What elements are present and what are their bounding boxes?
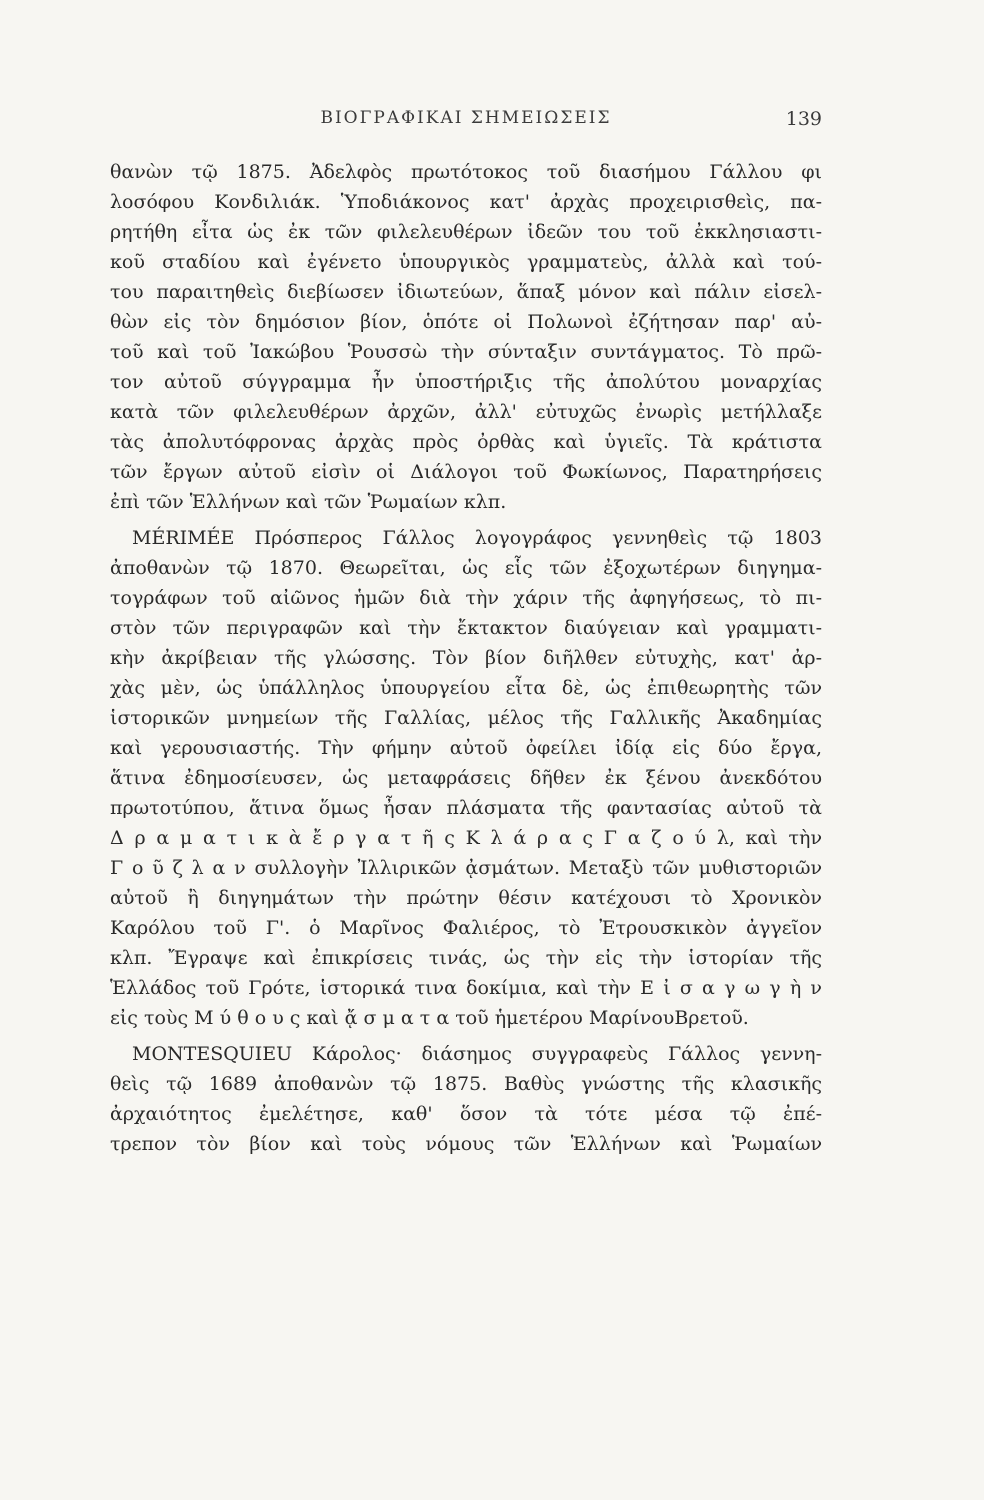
text-line: κοῦ σταδίου καὶ ἐγένετο ὑπουργικὸς γραμματεὺς, ἀλλὰ καὶ τού- (110, 251, 822, 273)
text-line: χὰς μὲν, ὡς ὑπάλληλος ὑπουργείου εἶτα δὲ, ὡς ἐπιθεωρητὴς τῶν (110, 677, 822, 699)
text-line: τοῦ καὶ τοῦ Ἰακώβου Ῥουσσὼ τὴν σύνταξιν συντάγματος. Τὸ πρῶ- (110, 341, 822, 363)
text-line: Ἑλλάδος τοῦ Γρότε, ἱστορικά τινα δοκίμια, καὶ τὴν Ε ἰ σ α γ ω γ ὴ ν (110, 977, 822, 999)
text-line: κατὰ τῶν φιλελευθέρων ἀρχῶν, ἀλλ' εὐτυχῶς ἐνωρὶς μετήλλαξε (110, 401, 822, 423)
text-line: ἱστορικῶν μνημείων τῆς Γαλλίας, μέλος τῆς Γαλλικῆς Ἀκαδημίας (110, 707, 822, 729)
entry-first-line: MONTESQUIEU Κάρολος· διάσημος συγγραφεὺς Γάλλος γεννη- (132, 1043, 822, 1065)
text-line: ἐπὶ τῶν Ἑλλήνων καὶ τῶν Ῥωμαίων κλπ. (110, 491, 507, 513)
text-line: κὴν ἀκρίβειαν τῆς γλώσσης. Τὸν βίον διῆλθεν εὐτυχὴς, κατ' ἀρ- (110, 647, 822, 669)
text-line: καὶ γερουσιαστής. Τὴν φήμην αὐτοῦ ὀφείλει ἰδίᾳ εἰς δύο ἔργα, (110, 737, 822, 759)
text-line: αὐτοῦ ἢ διηγημάτων τὴν πρώτην θέσιν κατέχουσι τὸ Χρονικὸν (110, 887, 822, 909)
text-line: ρητήθη εἶτα ὡς ἐκ τῶν φιλελευθέρων ἰδεῶν του τοῦ ἐκκλησιαστι- (110, 221, 822, 243)
text-line: του παραιτηθεὶς διεβίωσεν ἰδιωτεύων, ἅπαξ μόνον καὶ πάλιν εἰσελ- (110, 281, 822, 303)
page-number: 139 (785, 108, 822, 130)
text-line: τογράφων τοῦ αἰῶνος ἡμῶν διὰ τὴν χάριν τῆς ἀφηγήσεως, τὸ πι- (110, 587, 822, 609)
text-line: Δ ρ α μ α τ ι κ ὰ ἔ ρ γ α τ ῆ ς Κ λ ά ρ α ς Γ α ζ ο ύ λ, καὶ τὴν (110, 827, 822, 849)
text-line: στὸν τῶν περιγραφῶν καὶ τὴν ἔκτακτον διαύγειαν καὶ γραμματι- (110, 617, 822, 639)
text-line: πρωτοτύπου, ἅτινα ὅμως ἦσαν πλάσματα τῆς φαντασίας αὐτοῦ τὰ (110, 797, 822, 819)
text-line: θανὼν τῷ 1875. Ἀδελφὸς πρωτότοκος τοῦ διασήμου Γάλλου φι (110, 161, 822, 183)
text-line: Καρόλου τοῦ Γ'. ὁ Μαρῖνος Φαλιέρος, τὸ Ἐτρουσκικὸν ἀγγεῖον (110, 917, 822, 939)
text-line: ἀρχαιότητος ἐμελέτησε, καθ' ὅσον τὰ τότε μέσα τῷ ἐπέ- (110, 1103, 822, 1125)
text-line: κλπ. Ἔγραψε καὶ ἐπικρίσεις τινάς, ὡς τὴν εἰς τὴν ἱστορίαν τῆς (110, 947, 822, 969)
text-line: θεὶς τῷ 1689 ἀποθανὼν τῷ 1875. Βαθὺς γνώστης τῆς κλασικῆς (110, 1073, 822, 1095)
running-header (110, 108, 822, 140)
text-line: τον αὐτοῦ σύγγραμμα ἦν ὑποστήριξις τῆς ἀπολύτου μοναρχίας (110, 371, 822, 393)
text-line: Γ ο ῦ ζ λ α ν συλλογὴν Ἰλλιρικῶν ᾀσμάτων. Μεταξὺ τῶν μυθιστοριῶν (110, 857, 822, 879)
body-text (110, 157, 822, 1159)
text-line: ἅτινα ἐδημοσίευσεν, ὡς μεταφράσεις δῆθεν ἐκ ξένου ἀνεκδότου (110, 767, 822, 789)
text-line: εἰς τοὺς Μ ύ θ ο υ ς καὶ ᾄ σ μ α τ α τοῦ ἡμετέρου ΜαρίνουΒρετοῦ. (110, 1007, 749, 1029)
running-title: ΒΙΟΓΡΑΦΙΚΑΙ ΣΗΜΕΙΩΣΕΙΣ (320, 108, 612, 128)
text-line: τῶν ἔργων αὐτοῦ εἰσὶν οἱ Διάλογοι τοῦ Φωκίωνος, Παρατηρήσεις (110, 461, 822, 483)
text-line: τρεπον τὸν βίον καὶ τοὺς νόμους τῶν Ἑλλήνων καὶ Ῥωμαίων (110, 1133, 822, 1155)
entry-first-line: MÉRIMÉE Πρόσπερος Γάλλος λογογράφος γεννηθεὶς τῷ 1803 (132, 527, 822, 549)
text-line: λοσόφου Κονδιλιάκ. Ὑποδιάκονος κατ' ἀρχὰς προχειρισθεὶς, πα- (110, 191, 822, 213)
text-line: θὼν εἰς τὸν δημόσιον βίον, ὁπότε οἱ Πολωνοὶ ἐζήτησαν παρ' αὐ- (110, 311, 822, 333)
text-line: τὰς ἀπολυτόφρονας ἀρχὰς πρὸς ὀρθὰς καὶ ὑγιεῖς. Τὰ κράτιστα (110, 431, 822, 453)
text-line: ἀποθανὼν τῷ 1870. Θεωρεῖται, ὡς εἷς τῶν ἐξοχωτέρων διηγημα- (110, 557, 822, 579)
